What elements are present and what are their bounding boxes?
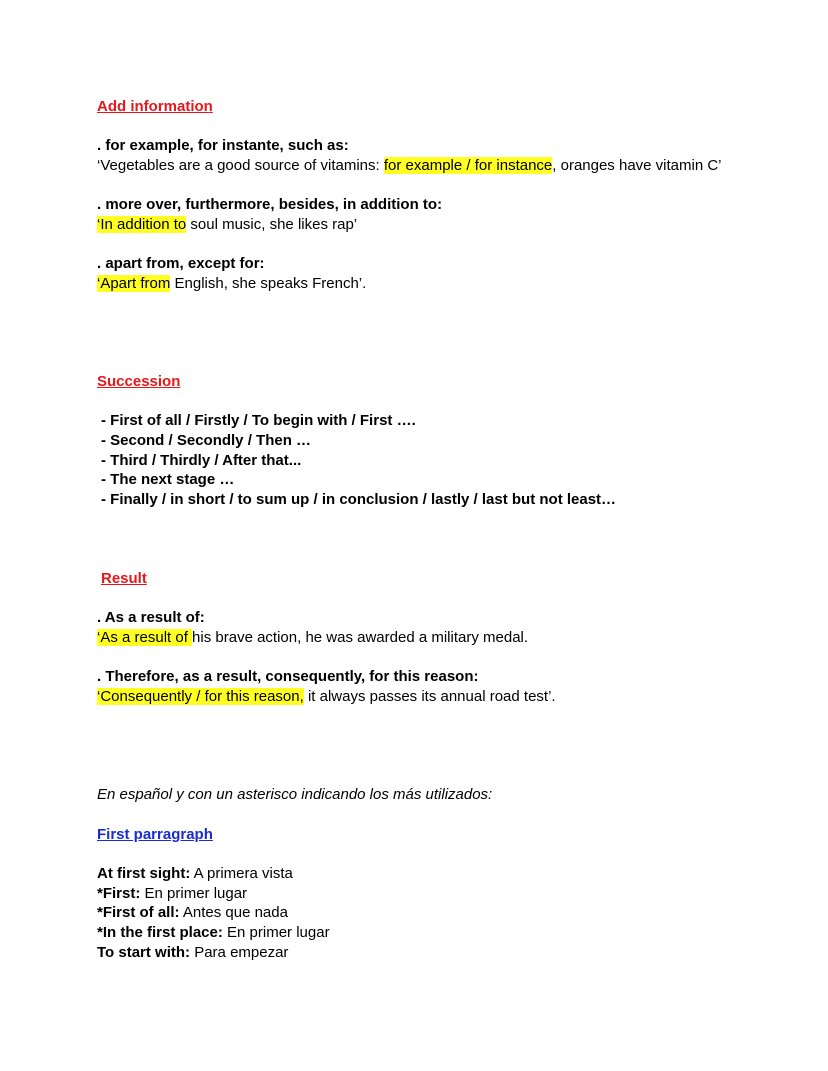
vocab-item xyxy=(97,884,247,903)
vocab-translation: Para empezar xyxy=(190,944,289,961)
add-info-group3-example xyxy=(97,274,366,293)
add-info-group2-example xyxy=(97,215,357,234)
vocab-item xyxy=(97,903,288,922)
vocab-translation: A primera vista xyxy=(190,865,293,882)
spanish-note: En español y con un asterisco indicando los más utilizados: xyxy=(97,786,493,803)
heading-result: Result xyxy=(101,570,147,587)
succession-item: - Third / Thirdly / After that... xyxy=(101,452,302,469)
add-info-group1-example xyxy=(97,156,722,175)
heading-add-information: Add information xyxy=(97,98,213,115)
result-group1-example xyxy=(97,628,528,647)
vocab-translation: En primer lugar xyxy=(222,924,330,941)
example-text: it always passes its annual road test’. xyxy=(303,688,556,705)
add-info-group1-title: . for example, for instante, such as: xyxy=(97,137,349,154)
add-info-group2-title: . more over, furthermore, besides, in addition to: xyxy=(97,196,443,213)
highlighted-phrase: for example / for instance xyxy=(383,157,553,174)
vocab-term: To start with: xyxy=(97,944,191,961)
vocab-term: *First: xyxy=(97,885,141,902)
example-text: soul music, she likes rap’ xyxy=(186,216,358,233)
example-text: ‘Vegetables are a good source of vitamins: xyxy=(97,157,384,174)
example-text: English, she speaks French’. xyxy=(170,275,367,292)
example-text: his brave action, he was awarded a military medal. xyxy=(192,629,529,646)
succession-item: - Second / Secondly / Then … xyxy=(101,432,312,449)
vocab-translation: Antes que nada xyxy=(179,904,288,921)
heading-first-paragraph: First parragraph xyxy=(97,826,213,843)
succession-item: - The next stage … xyxy=(101,471,235,488)
vocab-translation: En primer lugar xyxy=(140,885,248,902)
result-group2-title: . Therefore, as a result, consequently, for this reason: xyxy=(97,668,479,685)
highlighted-phrase: ‘In addition to xyxy=(97,216,187,233)
add-info-group3-title: . apart from, except for: xyxy=(97,255,265,272)
highlighted-phrase: ‘As a result of xyxy=(97,629,193,646)
vocab-term: *In the first place: xyxy=(97,924,223,941)
heading-succession: Succession xyxy=(97,373,181,390)
vocab-term: *First of all: xyxy=(97,904,180,921)
vocab-term: At first sight: xyxy=(97,865,191,882)
example-text: , oranges have vitamin C’ xyxy=(552,157,722,174)
succession-item: - Finally / in short / to sum up / in conclusion / lastly / last but not least… xyxy=(101,491,617,508)
vocab-item xyxy=(97,943,288,962)
vocab-item xyxy=(97,864,293,883)
succession-item: - First of all / Firstly / To begin with / First …. xyxy=(101,412,416,429)
highlighted-phrase: ‘Apart from xyxy=(97,275,171,292)
vocab-item xyxy=(97,923,330,942)
result-group1-title: . As a result of: xyxy=(97,609,205,626)
result-group2-example xyxy=(97,687,556,706)
highlighted-phrase: ‘Consequently / for this reason, xyxy=(97,688,304,705)
